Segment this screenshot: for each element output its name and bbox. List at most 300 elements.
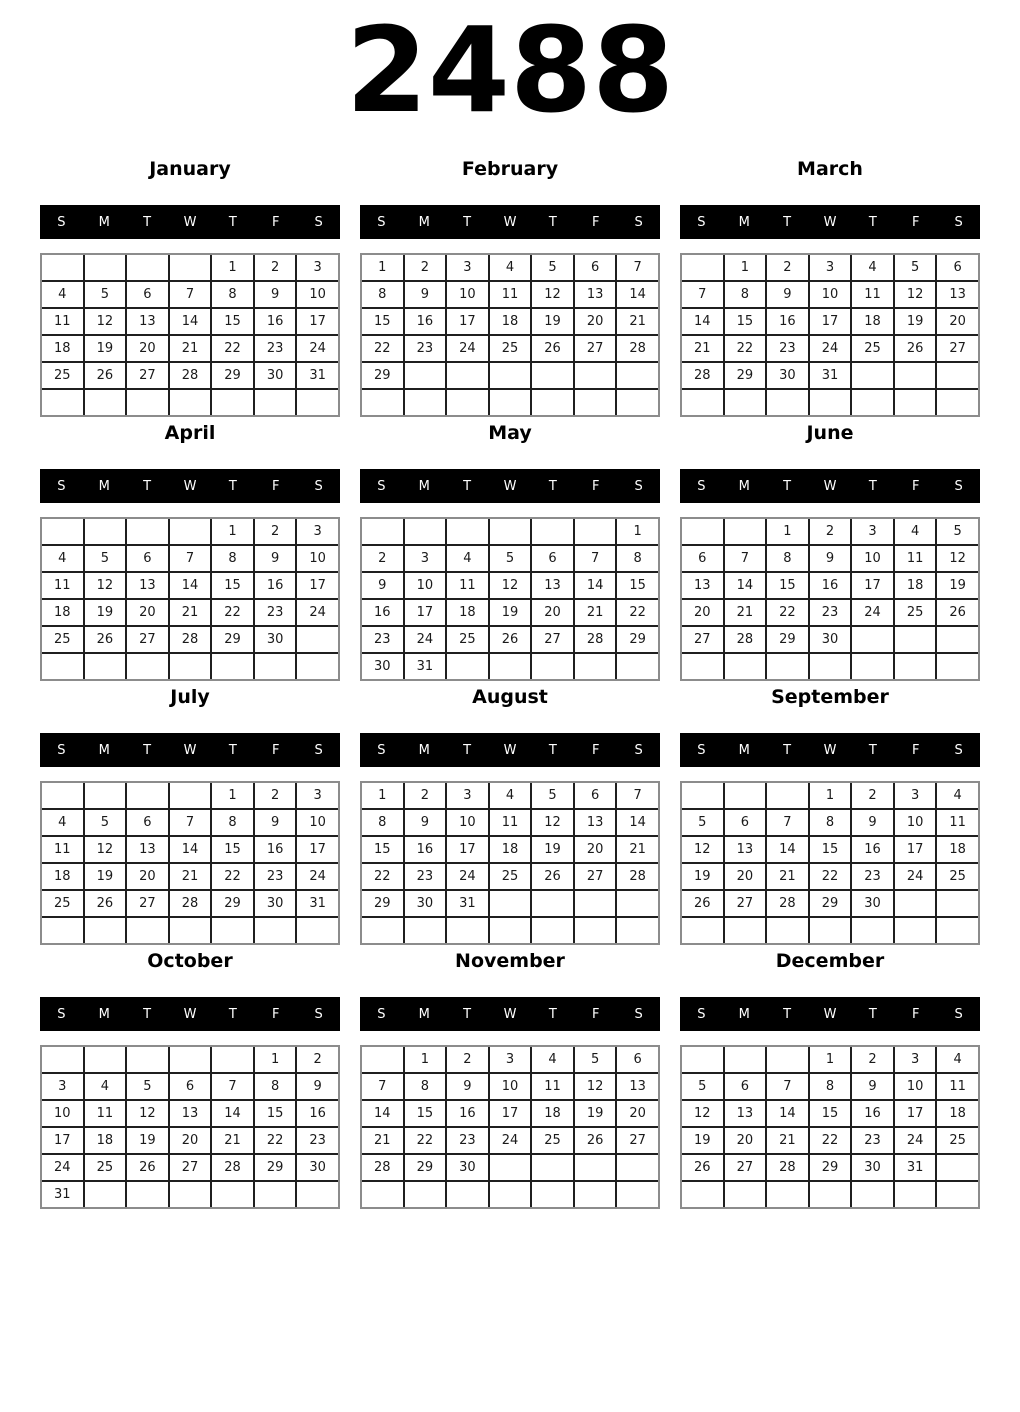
week-row (361, 890, 659, 917)
day-cell: 1 (361, 254, 404, 281)
empty-day-cell (126, 518, 169, 545)
day-cell: 30 (851, 1154, 894, 1181)
day-cell: 16 (404, 836, 447, 863)
day-cell: 18 (489, 836, 532, 863)
day-cell: 26 (681, 1154, 724, 1181)
weekday-letter: W (503, 742, 517, 758)
day-cell: 14 (169, 836, 212, 863)
month-name: February (461, 158, 559, 181)
day-cell: 22 (211, 863, 254, 890)
day-cell: 24 (296, 335, 339, 362)
week-row (41, 917, 339, 944)
empty-day-cell (574, 917, 617, 944)
day-cell: 5 (681, 1073, 724, 1100)
day-cell: 23 (446, 1127, 489, 1154)
weekday-header-bar (360, 733, 660, 767)
day-cell: 31 (404, 653, 447, 680)
empty-day-cell (211, 1046, 254, 1073)
week-row (681, 545, 979, 572)
empty-day-cell (616, 389, 659, 416)
day-cell: 27 (574, 335, 617, 362)
day-cell: 26 (489, 626, 532, 653)
empty-day-cell (446, 362, 489, 389)
day-cell: 28 (766, 1154, 809, 1181)
empty-day-cell (851, 917, 894, 944)
weekday-letter: M (98, 478, 110, 494)
weekday-letter: T (783, 1006, 792, 1022)
empty-day-cell (84, 1181, 127, 1208)
weekday-letter: S (634, 1006, 643, 1022)
empty-day-cell (616, 917, 659, 944)
weekday-letter: M (738, 214, 750, 230)
day-cell: 8 (211, 545, 254, 572)
empty-day-cell (531, 653, 574, 680)
month-grid-body (681, 1046, 979, 1208)
month-name: April (164, 422, 216, 445)
day-cell: 13 (169, 1100, 212, 1127)
week-row (361, 1100, 659, 1127)
weekday-letter: T (228, 1006, 237, 1022)
weekday-letter: T (143, 214, 152, 230)
empty-day-cell (766, 1181, 809, 1208)
weekday-letter: T (463, 478, 472, 494)
week-row (361, 599, 659, 626)
weekday-header-bar (360, 997, 660, 1031)
day-cell: 3 (296, 782, 339, 809)
week-row (681, 1073, 979, 1100)
day-cell: 27 (936, 335, 979, 362)
day-cell: 11 (41, 572, 84, 599)
day-cell: 25 (851, 335, 894, 362)
weekday-letter: S (377, 478, 386, 494)
week-row (41, 890, 339, 917)
month-name: July (170, 686, 210, 709)
weekday-letter: S (634, 742, 643, 758)
empty-day-cell (681, 518, 724, 545)
day-cell: 8 (724, 281, 767, 308)
day-cell: 23 (296, 1127, 339, 1154)
day-cell: 5 (936, 518, 979, 545)
day-cell: 23 (404, 863, 447, 890)
empty-day-cell (724, 389, 767, 416)
week-row (681, 653, 979, 680)
day-cell: 24 (489, 1127, 532, 1154)
day-cell: 27 (724, 890, 767, 917)
empty-day-cell (126, 254, 169, 281)
day-cell: 5 (531, 254, 574, 281)
empty-day-cell (404, 1181, 447, 1208)
empty-day-cell (936, 626, 979, 653)
day-cell: 25 (894, 599, 937, 626)
day-cell: 1 (809, 1046, 852, 1073)
day-cell: 22 (361, 863, 404, 890)
empty-day-cell (851, 653, 894, 680)
empty-day-cell (851, 1181, 894, 1208)
day-cell: 25 (41, 362, 84, 389)
day-cell: 1 (724, 254, 767, 281)
empty-day-cell (809, 389, 852, 416)
day-cell: 16 (446, 1100, 489, 1127)
week-row (361, 1181, 659, 1208)
day-cell: 19 (84, 335, 127, 362)
day-cell: 17 (446, 836, 489, 863)
month-grid (40, 517, 340, 681)
weekday-letter: S (314, 478, 323, 494)
day-cell: 5 (84, 281, 127, 308)
month-block-august (360, 686, 660, 945)
day-cell: 31 (894, 1154, 937, 1181)
day-cell: 9 (404, 809, 447, 836)
empty-day-cell (531, 917, 574, 944)
day-cell: 3 (489, 1046, 532, 1073)
month-grid-body (681, 782, 979, 944)
empty-day-cell (574, 1154, 617, 1181)
day-cell: 20 (126, 335, 169, 362)
empty-day-cell (169, 389, 212, 416)
empty-day-cell (169, 1181, 212, 1208)
day-cell: 3 (809, 254, 852, 281)
day-cell: 26 (531, 863, 574, 890)
weekday-letter: S (57, 1006, 66, 1022)
months-grid (0, 158, 1020, 1209)
month-name: September (771, 686, 889, 709)
day-cell: 29 (616, 626, 659, 653)
empty-day-cell (936, 890, 979, 917)
day-cell: 3 (851, 518, 894, 545)
empty-day-cell (41, 1046, 84, 1073)
week-row (41, 599, 339, 626)
day-cell: 20 (616, 1100, 659, 1127)
day-cell: 13 (574, 281, 617, 308)
day-cell: 28 (211, 1154, 254, 1181)
empty-day-cell (254, 389, 297, 416)
day-cell: 17 (851, 572, 894, 599)
day-cell: 14 (724, 572, 767, 599)
day-cell: 29 (361, 362, 404, 389)
week-row (41, 572, 339, 599)
week-row (361, 281, 659, 308)
day-cell: 1 (404, 1046, 447, 1073)
weekday-letter: F (591, 742, 600, 758)
day-cell: 24 (809, 335, 852, 362)
month-grid-body (361, 1046, 659, 1208)
day-cell: 15 (404, 1100, 447, 1127)
day-cell: 31 (446, 890, 489, 917)
day-cell: 12 (84, 572, 127, 599)
empty-day-cell (169, 518, 212, 545)
empty-day-cell (724, 917, 767, 944)
day-cell: 25 (84, 1154, 127, 1181)
day-cell: 15 (254, 1100, 297, 1127)
weekday-letter: F (591, 1006, 600, 1022)
day-cell: 22 (254, 1127, 297, 1154)
day-cell: 4 (936, 1046, 979, 1073)
empty-day-cell (531, 1181, 574, 1208)
day-cell: 30 (296, 1154, 339, 1181)
empty-day-cell (531, 389, 574, 416)
empty-day-cell (936, 1181, 979, 1208)
day-cell: 30 (361, 653, 404, 680)
day-cell: 1 (211, 518, 254, 545)
empty-day-cell (169, 1046, 212, 1073)
day-cell: 5 (531, 782, 574, 809)
month-block-january (40, 158, 340, 417)
day-cell: 3 (296, 254, 339, 281)
empty-day-cell (936, 1154, 979, 1181)
day-cell: 18 (41, 599, 84, 626)
empty-day-cell (126, 917, 169, 944)
day-cell: 14 (616, 809, 659, 836)
day-cell: 18 (531, 1100, 574, 1127)
day-cell: 6 (126, 545, 169, 572)
month-block-march (680, 158, 980, 417)
day-cell: 11 (489, 281, 532, 308)
day-cell: 17 (894, 836, 937, 863)
day-cell: 17 (894, 1100, 937, 1127)
weekday-letter: T (463, 1006, 472, 1022)
week-row (681, 917, 979, 944)
day-cell: 14 (169, 572, 212, 599)
empty-day-cell (126, 1181, 169, 1208)
month-grid-body (681, 518, 979, 680)
day-cell: 25 (41, 890, 84, 917)
empty-day-cell (296, 653, 339, 680)
month-name: October (147, 950, 233, 973)
day-cell: 8 (361, 281, 404, 308)
day-cell: 8 (211, 281, 254, 308)
empty-day-cell (404, 362, 447, 389)
empty-day-cell (489, 890, 532, 917)
weekday-letter: S (697, 1006, 706, 1022)
day-cell: 3 (894, 1046, 937, 1073)
day-cell: 16 (254, 572, 297, 599)
day-cell: 20 (681, 599, 724, 626)
weekday-header-bar (680, 469, 980, 503)
empty-day-cell (489, 917, 532, 944)
day-cell: 23 (254, 335, 297, 362)
day-cell: 15 (211, 572, 254, 599)
day-cell: 20 (936, 308, 979, 335)
empty-day-cell (211, 653, 254, 680)
empty-day-cell (766, 1046, 809, 1073)
day-cell: 27 (169, 1154, 212, 1181)
day-cell: 11 (446, 572, 489, 599)
day-cell: 19 (531, 308, 574, 335)
empty-day-cell (681, 653, 724, 680)
weekday-letter: F (271, 742, 280, 758)
weekday-letter: S (377, 214, 386, 230)
weekday-letter: M (418, 214, 430, 230)
weekday-letter: T (548, 1006, 557, 1022)
weekday-letter: W (503, 478, 517, 494)
day-cell: 26 (574, 1127, 617, 1154)
day-cell: 28 (361, 1154, 404, 1181)
day-cell: 19 (936, 572, 979, 599)
day-cell: 7 (616, 254, 659, 281)
week-row (41, 1154, 339, 1181)
day-cell: 4 (41, 545, 84, 572)
month-block-october (40, 950, 340, 1209)
month-grid-body (361, 782, 659, 944)
weekday-letter: T (228, 214, 237, 230)
day-cell: 10 (296, 809, 339, 836)
weekday-letter: F (271, 478, 280, 494)
weekday-letter: F (911, 214, 920, 230)
week-row (361, 572, 659, 599)
day-cell: 30 (851, 890, 894, 917)
weekday-letter: M (98, 742, 110, 758)
day-cell: 21 (766, 863, 809, 890)
day-cell: 30 (446, 1154, 489, 1181)
weekday-letter: W (183, 742, 197, 758)
empty-day-cell (126, 653, 169, 680)
day-cell: 22 (361, 335, 404, 362)
day-cell: 16 (766, 308, 809, 335)
day-cell: 7 (169, 281, 212, 308)
day-cell: 23 (254, 599, 297, 626)
empty-day-cell (41, 782, 84, 809)
weekday-letter: M (738, 1006, 750, 1022)
day-cell: 28 (169, 890, 212, 917)
day-cell: 12 (936, 545, 979, 572)
day-cell: 24 (296, 599, 339, 626)
week-row (681, 1127, 979, 1154)
day-cell: 20 (724, 1127, 767, 1154)
empty-day-cell (851, 389, 894, 416)
month-grid (40, 781, 340, 945)
day-cell: 21 (616, 308, 659, 335)
day-cell: 8 (361, 809, 404, 836)
day-cell: 17 (489, 1100, 532, 1127)
day-cell: 7 (169, 809, 212, 836)
weekday-letter: S (57, 478, 66, 494)
day-cell: 13 (724, 836, 767, 863)
week-row (681, 626, 979, 653)
empty-day-cell (616, 1181, 659, 1208)
day-cell: 5 (489, 545, 532, 572)
day-cell: 24 (894, 1127, 937, 1154)
empty-day-cell (724, 782, 767, 809)
day-cell: 26 (936, 599, 979, 626)
day-cell: 7 (361, 1073, 404, 1100)
month-grid (680, 781, 980, 945)
empty-day-cell (126, 782, 169, 809)
weekday-letter: T (868, 214, 877, 230)
empty-day-cell (489, 389, 532, 416)
week-row (41, 281, 339, 308)
week-row (41, 335, 339, 362)
empty-day-cell (616, 362, 659, 389)
weekday-header-bar (360, 205, 660, 239)
day-cell: 5 (681, 809, 724, 836)
empty-day-cell (851, 626, 894, 653)
day-cell: 8 (211, 809, 254, 836)
week-row (41, 518, 339, 545)
day-cell: 8 (809, 1073, 852, 1100)
empty-day-cell (169, 782, 212, 809)
day-cell: 1 (361, 782, 404, 809)
weekday-header-bar (40, 469, 340, 503)
empty-day-cell (169, 254, 212, 281)
weekday-letter: T (868, 742, 877, 758)
day-cell: 3 (296, 518, 339, 545)
day-cell: 4 (851, 254, 894, 281)
day-cell: 10 (41, 1100, 84, 1127)
day-cell: 18 (41, 335, 84, 362)
day-cell: 16 (851, 1100, 894, 1127)
month-block-december (680, 950, 980, 1209)
day-cell: 19 (894, 308, 937, 335)
day-cell: 4 (41, 281, 84, 308)
day-cell: 27 (616, 1127, 659, 1154)
day-cell: 21 (169, 863, 212, 890)
day-cell: 8 (254, 1073, 297, 1100)
day-cell: 6 (724, 809, 767, 836)
day-cell: 2 (809, 518, 852, 545)
day-cell: 12 (489, 572, 532, 599)
weekday-header-bar (40, 997, 340, 1031)
empty-day-cell (724, 518, 767, 545)
weekday-letter: F (271, 214, 280, 230)
weekday-letter: S (377, 1006, 386, 1022)
day-cell: 12 (894, 281, 937, 308)
day-cell: 10 (404, 572, 447, 599)
day-cell: 17 (41, 1127, 84, 1154)
day-cell: 24 (894, 863, 937, 890)
empty-day-cell (894, 626, 937, 653)
day-cell: 2 (254, 518, 297, 545)
day-cell: 10 (894, 809, 937, 836)
empty-day-cell (894, 917, 937, 944)
empty-day-cell (361, 518, 404, 545)
weekday-letter: S (634, 478, 643, 494)
week-row (681, 1181, 979, 1208)
empty-day-cell (404, 917, 447, 944)
month-grid (680, 517, 980, 681)
day-cell: 17 (809, 308, 852, 335)
day-cell: 24 (446, 863, 489, 890)
empty-day-cell (616, 1154, 659, 1181)
empty-day-cell (41, 254, 84, 281)
day-cell: 7 (616, 782, 659, 809)
day-cell: 27 (681, 626, 724, 653)
empty-day-cell (894, 653, 937, 680)
day-cell: 30 (254, 626, 297, 653)
day-cell: 11 (894, 545, 937, 572)
day-cell: 4 (489, 254, 532, 281)
weekday-letter: F (911, 1006, 920, 1022)
day-cell: 27 (126, 362, 169, 389)
day-cell: 10 (809, 281, 852, 308)
day-cell: 22 (211, 335, 254, 362)
day-cell: 13 (126, 572, 169, 599)
month-grid (40, 1045, 340, 1209)
day-cell: 8 (404, 1073, 447, 1100)
month-block-february (360, 158, 660, 417)
week-row (41, 809, 339, 836)
day-cell: 27 (126, 626, 169, 653)
empty-day-cell (616, 653, 659, 680)
day-cell: 2 (254, 254, 297, 281)
day-cell: 22 (766, 599, 809, 626)
week-row (41, 1046, 339, 1073)
day-cell: 31 (41, 1181, 84, 1208)
weekday-letter: S (697, 742, 706, 758)
day-cell: 2 (361, 545, 404, 572)
empty-day-cell (361, 1181, 404, 1208)
week-row (681, 389, 979, 416)
month-name: November (455, 950, 565, 973)
